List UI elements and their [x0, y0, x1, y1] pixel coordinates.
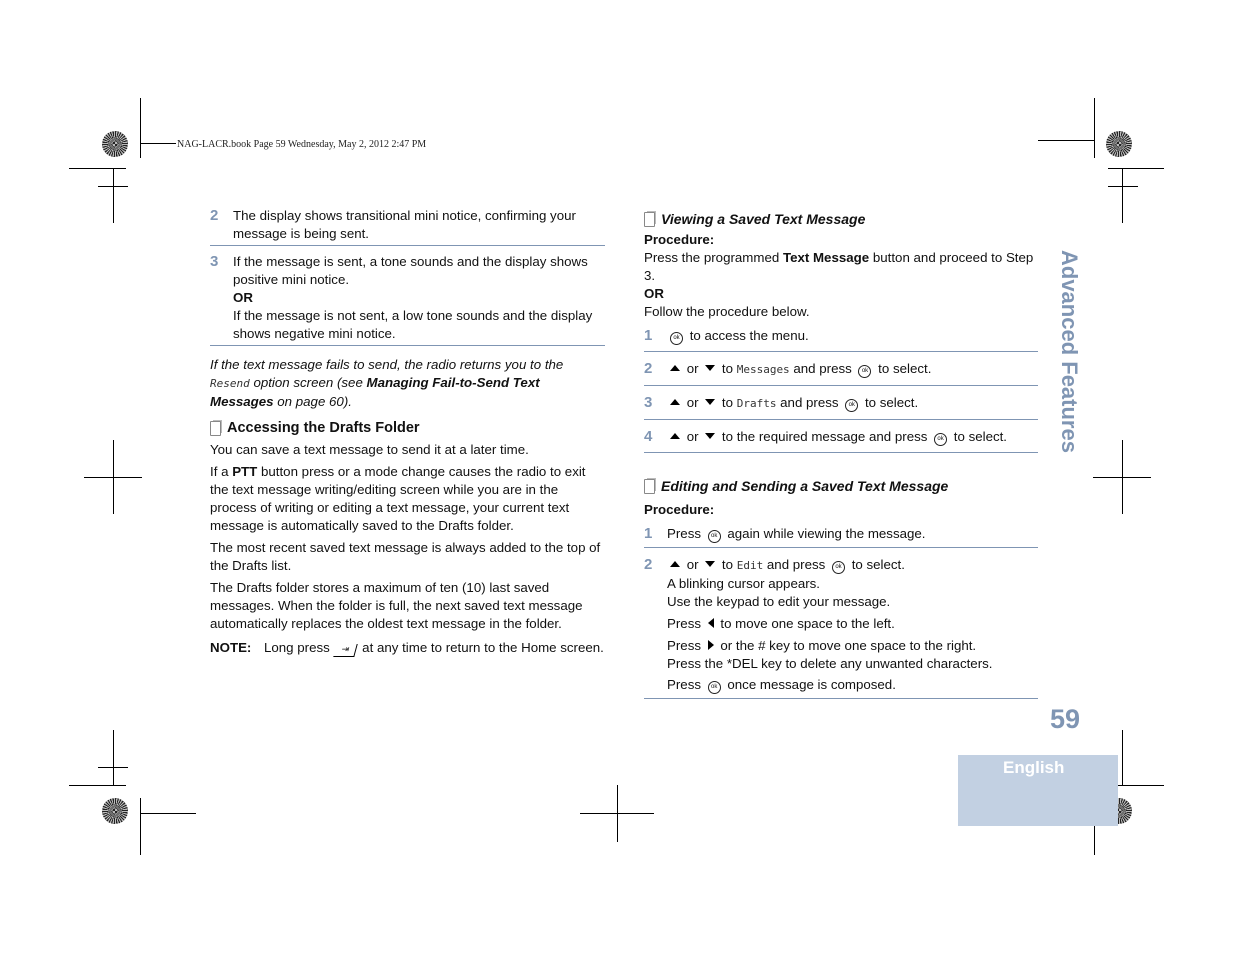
step-text: The display shows transitional mini notice, confirming your message is being sent.	[233, 208, 576, 241]
or-label: OR	[233, 290, 253, 305]
view-heading: Viewing a Saved Text Message	[644, 210, 1038, 228]
resend-option: Resend	[210, 377, 250, 390]
section-icon	[644, 212, 655, 227]
view-step-1: 1 ok to access the menu.	[644, 327, 1038, 352]
down-arrow-icon	[705, 365, 715, 371]
section-icon	[644, 479, 655, 494]
down-arrow-icon	[705, 561, 715, 567]
ok-button-icon: ok	[934, 433, 947, 446]
registration-disc-icon	[102, 131, 128, 157]
edit-step-1: 1 Press ok again while viewing the message.	[644, 525, 1038, 548]
down-arrow-icon	[705, 433, 715, 439]
paragraph: The most recent saved text message is always added to the top of the Drafts list.	[210, 540, 601, 573]
paragraph: The Drafts folder stores a maximum of ten (10) last saved messages. When the folder is full, the next saved text message automatically replaces the oldest text message in the folder.	[210, 580, 583, 631]
step-text-alt: If the message is not sent, a low tone sounds and the display shows negative mini notice.	[233, 308, 593, 341]
left-column	[210, 207, 605, 657]
note-label: NOTE:	[210, 640, 252, 655]
right-column	[644, 210, 1038, 699]
step-text: If the message is sent, a tone sounds and the display shows positive mini notice.	[233, 254, 588, 287]
registration-disc-icon	[1106, 131, 1132, 157]
left-arrow-icon	[708, 618, 714, 628]
ok-button-icon: ok	[832, 561, 845, 574]
section-icon	[210, 421, 221, 436]
fail-note: If the text message fails to send, the radio returns you to the Resend option screen (see Managing Fail-to-Send Text Messages on page 60).	[210, 357, 564, 409]
step-2	[210, 207, 605, 246]
up-arrow-icon	[670, 365, 680, 371]
language-tab: English	[958, 755, 1118, 826]
note-text: Long press ⇥ at any time to return to the Home screen.	[264, 640, 604, 655]
registration-disc-icon	[102, 798, 128, 824]
ok-button-icon: ok	[858, 365, 871, 378]
view-step-2: 2 or to Messages and press ok to select.	[644, 360, 1038, 386]
ok-button-icon: ok	[670, 332, 683, 345]
drafts-heading: Accessing the Drafts Folder	[210, 419, 605, 437]
up-arrow-icon	[670, 399, 680, 405]
paragraph: If a PTT button press or a mode change causes the radio to exit the text message writing/editing screen while you are in the process of writing or editing a text message, your current text message is automatically saved to the Drafts folder.	[210, 464, 586, 533]
view-step-3: 3 or to Drafts and press ok to select.	[644, 394, 1038, 420]
fail-note-link[interactable]: Managing Fail-to-Send Text Messages	[210, 375, 540, 409]
page-number: 59	[1050, 704, 1081, 734]
down-arrow-icon	[705, 399, 715, 405]
up-arrow-icon	[670, 433, 680, 439]
step-number: 2	[210, 207, 219, 224]
view-step-4: 4 or to the required message and press ok to select.	[644, 428, 1038, 453]
edit-heading: Editing and Sending a Saved Text Message	[644, 477, 1038, 495]
step-number: 3	[210, 253, 219, 270]
up-arrow-icon	[670, 561, 680, 567]
paragraph: You can save a text message to send it at a later time.	[210, 442, 529, 457]
chapter-title: Advanced Features	[1057, 250, 1082, 453]
step-3	[210, 253, 605, 346]
ok-button-icon: ok	[708, 530, 721, 543]
ok-button-icon: ok	[845, 399, 858, 412]
edit-step-2: 2 or to Edit and press ok to select. A blinking cursor appears. Use the keypad to edit your message. Press to move one space to the left. Press or the # key to move one space to the right. Press the *DEL key to delete any unwanted characters. Press ok once message is composed.	[644, 556, 1038, 699]
view-intro: Press the programmed Text Message button and proceed to Step 3.	[644, 250, 1034, 283]
view-intro-alt: Follow the procedure below.	[644, 304, 810, 319]
or-label: OR	[644, 286, 664, 301]
note	[210, 639, 605, 657]
procedure-label: Procedure:	[644, 502, 715, 517]
home-key-icon: ⇥	[334, 644, 358, 657]
print-header: NAG-LACR.book Page 59 Wednesday, May 2, 2012 2:47 PM	[177, 139, 427, 150]
procedure-label: Procedure:	[644, 232, 715, 247]
ok-button-icon: ok	[708, 681, 721, 694]
right-arrow-icon	[708, 640, 714, 650]
